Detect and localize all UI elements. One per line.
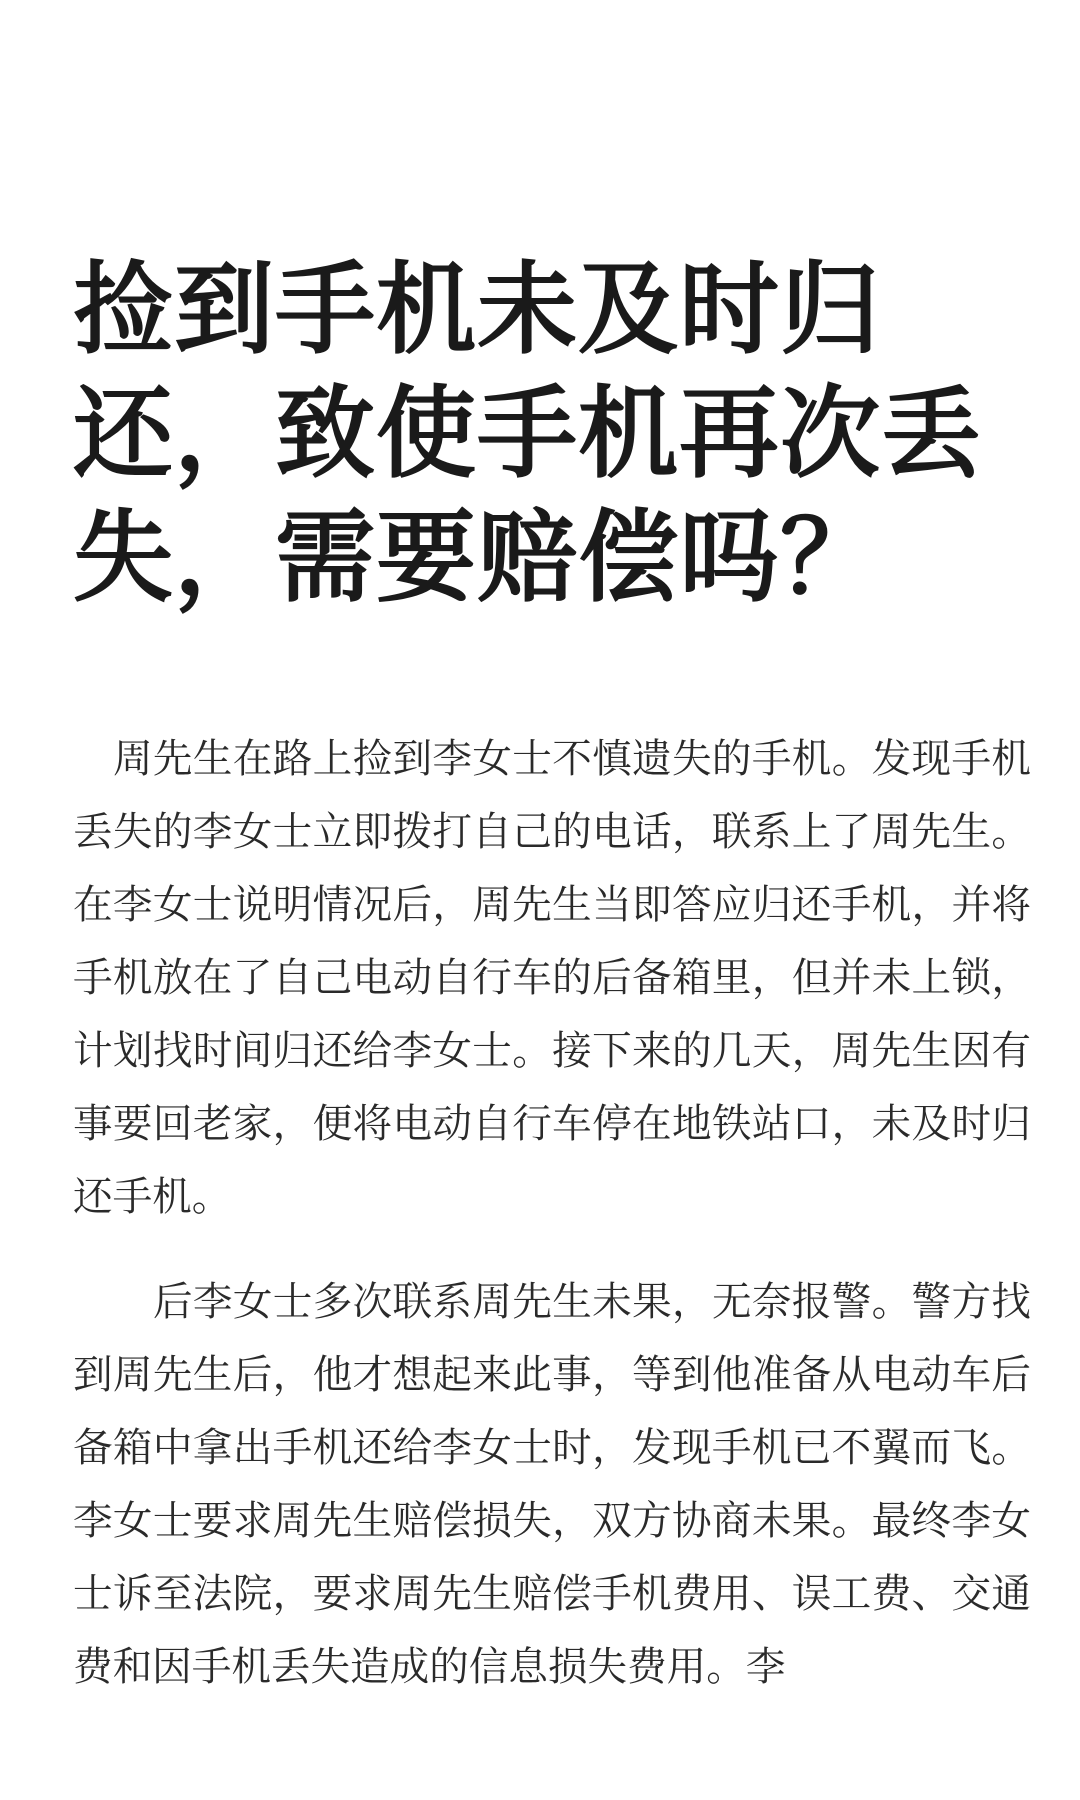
article-body [73,0,1031,1704]
article-title: 捡到手机未及时归还，致使手机再次丢失，需要赔偿吗？ [73,251,982,616]
article-paragraph-1: 周先生在路上捡到李女士不慎遗失的手机。发现手机丢失的李女士立即拨打自己的电话，联系上了周先生。在李女士说明情况后，周先生当即答应归还手机，并将手机放在了自己电动自行车的后备箱里，但并未上锁，计划找时间归还给李女士。接下来的几天，周先生因有事要回老家，便将电动自行车停在地铁站口，未及时归还手机。 [73,736,1031,1220]
article-paragraph-2: 后李女士多次联系周先生未果，无奈报警。警方找到周先生后，他才想起来此事，等到他准备从电动车后备箱中拿出手机还给李女士时，发现手机已不翼而飞。李女士要求周先生赔偿损失，双方协商未果。最终李女士诉至法院，要求周先生赔偿手机费用、误工费、交通费和因手机丢失造成的信息损失费用。李 [73,1279,1031,1690]
